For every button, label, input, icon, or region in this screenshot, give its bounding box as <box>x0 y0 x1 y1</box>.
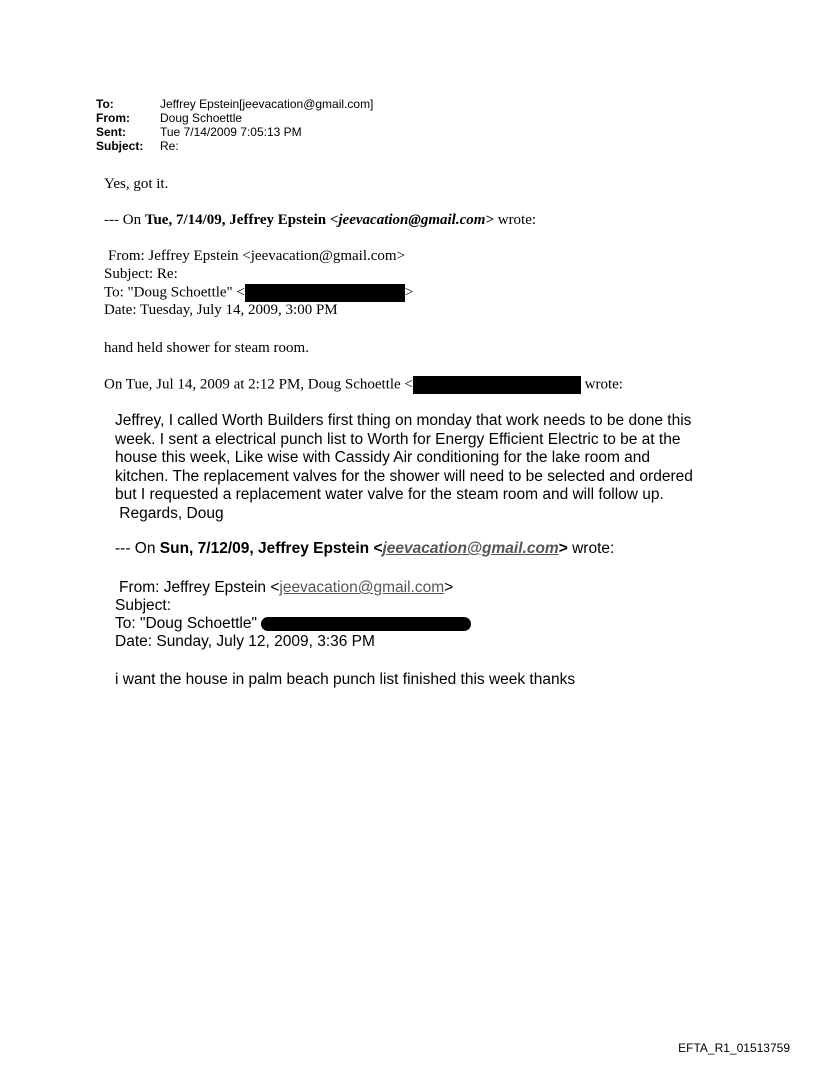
message-line: but I requested a replacement water valve for the steam room and will follow up. <box>115 486 664 503</box>
quoted-subject-line: Subject: Re: <box>104 266 178 282</box>
on-suffix: wrote: <box>567 540 615 557</box>
quoted-to-prefix: To: "Doug Schoettle" < <box>104 284 245 301</box>
quoted-on-suffix: wrote: <box>580 376 623 393</box>
from-label: From: <box>96 111 130 125</box>
email-link[interactable]: jeevacation@gmail.com <box>279 579 445 596</box>
from-suffix: > <box>444 579 454 596</box>
doug-message <box>115 412 735 523</box>
quoted-from-line: From: Jeffrey Epstein <jeevacation@gmail.com> <box>108 248 406 264</box>
quoted-to-suffix: > <box>404 284 414 301</box>
message-line: kitchen. The replacement valves for the shower will need to be selected and ordered <box>115 467 693 485</box>
quoted-body: hand held shower for steam room. <box>104 340 309 356</box>
on-email: <jeevacation@gmail.com> <box>329 212 494 228</box>
sent-label: Sent: <box>96 125 126 139</box>
quoted2-body: i want the house in palm beach punch list finished this week thanks <box>115 671 576 688</box>
on-gt: > <box>558 540 568 557</box>
to-value: Jeffrey Epstein[jeevacation@gmail.com] <box>160 97 374 111</box>
sent-value: Tue 7/14/2009 7:05:13 PM <box>160 125 302 139</box>
on-prefix: --- On <box>115 540 160 557</box>
reply2-on-line <box>115 540 614 558</box>
subject-label: Subject: <box>96 139 144 153</box>
quoted2-date-line: Date: Sunday, July 12, 2009, 3:36 PM <box>115 633 375 650</box>
header-subject-row <box>96 139 373 153</box>
reply-on-line <box>104 212 536 229</box>
message-line: Jeffrey, I called Worth Builders first thing on monday that work needs to be done this <box>115 412 692 429</box>
to-label: To: <box>96 97 114 111</box>
redaction-box <box>413 376 581 394</box>
quoted-on-line <box>104 376 623 394</box>
on-lt: < <box>373 540 383 557</box>
redaction-box <box>261 617 471 631</box>
on-date-sender: Sun, 7/12/09, Jeffrey Epstein <box>159 540 374 557</box>
quoted2-from-line <box>119 579 453 597</box>
message-line: week. I sent a electrical punch list to Worth for Energy Efficient Electric to be at the <box>115 430 681 448</box>
quoted-on-prefix: On Tue, Jul 14, 2009 at 2:12 PM, Doug Schoettle < <box>104 376 413 393</box>
subject-value: Re: <box>160 139 179 153</box>
header-from-row <box>96 111 373 125</box>
from-value: Doug Schoettle <box>160 111 243 125</box>
quoted-to-line <box>104 284 413 302</box>
header-sent-row <box>96 125 373 139</box>
on-prefix: --- On <box>104 212 145 228</box>
message-line: Regards, Doug <box>115 504 224 522</box>
reply-body: Yes, got it. <box>104 176 169 192</box>
email-header <box>96 97 373 153</box>
header-to-row <box>96 97 373 111</box>
quoted-date-line: Date: Tuesday, July 14, 2009, 3:00 PM <box>104 302 338 318</box>
document-id: EFTA_R1_01513759 <box>678 1041 790 1055</box>
to-prefix: To: "Doug Schoettle" <box>115 615 262 632</box>
message-line: house this week, Like wise with Cassidy Air conditioning for the lake room and <box>115 449 651 466</box>
redaction-box <box>245 284 405 302</box>
quoted2-to-line <box>115 615 471 633</box>
quoted2-subject-line: Subject: <box>115 597 172 614</box>
email-link[interactable]: jeevacation@gmail.com <box>382 540 559 557</box>
on-suffix: wrote: <box>493 212 537 228</box>
on-date-sender: Tue, 7/14/09, Jeffrey Epstein <box>144 212 330 228</box>
from-prefix: From: Jeffrey Epstein < <box>119 579 280 596</box>
